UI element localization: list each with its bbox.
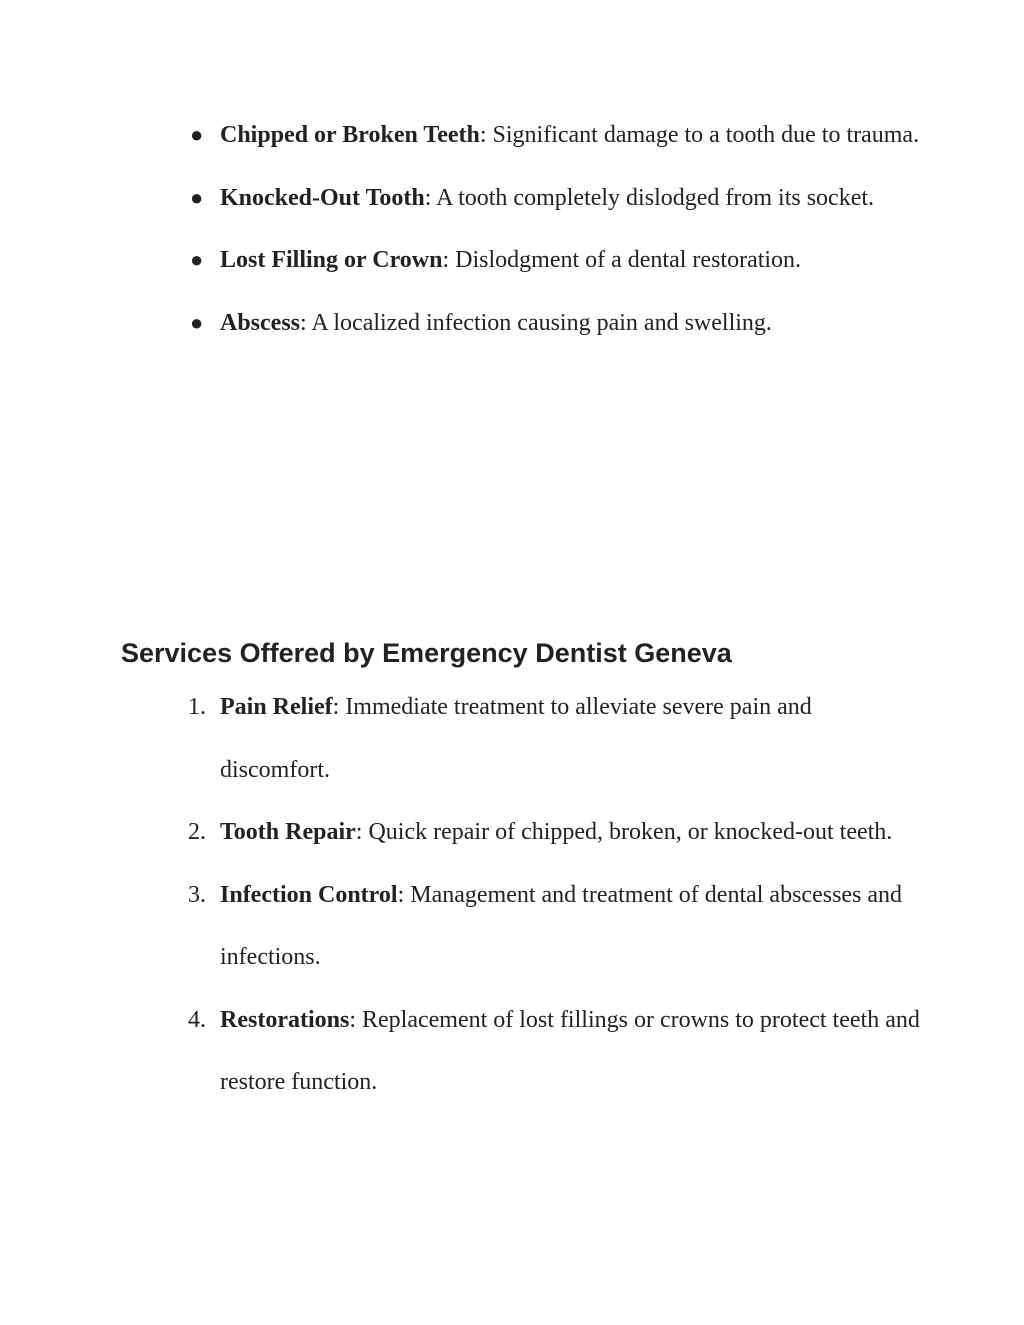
list-item — [0, 104, 920, 167]
item-description: Management and treatment of dental abscesses and infections. — [220, 881, 903, 970]
item-separator: : — [397, 881, 405, 908]
number-marker: 1. — [188, 694, 206, 720]
list-item — [0, 989, 920, 1114]
bullet-marker: ● — [190, 247, 204, 272]
item-term: Infection Control — [220, 881, 398, 908]
list-item — [0, 167, 920, 230]
item-term: Abscess — [220, 309, 301, 336]
list-item — [0, 292, 920, 355]
item-description: Dislodgment of a dental restoration. — [449, 247, 802, 273]
emergency-types-list — [0, 104, 920, 354]
list-item — [0, 676, 920, 801]
list-item — [0, 801, 920, 864]
item-description: A tooth completely dislodged from its socket. — [431, 184, 875, 211]
list-item — [0, 229, 920, 292]
bullet-marker: ● — [190, 122, 204, 147]
list-item — [0, 864, 920, 989]
number-marker: 4. — [188, 1006, 206, 1033]
number-marker: 3. — [188, 881, 206, 908]
item-separator: : — [442, 247, 450, 273]
item-term: Tooth Repair — [220, 819, 356, 845]
bullet-marker: ● — [190, 309, 204, 335]
item-term: Pain Relief — [220, 694, 333, 720]
item-separator: : — [424, 184, 432, 211]
number-marker: 2. — [188, 819, 206, 845]
item-description: Replacement of lost fillings or crowns to protect teeth and restore function. — [220, 1006, 920, 1095]
section-heading: Services Offered by Emergency Dentist Geneva — [121, 638, 732, 668]
item-description: Significant damage to a tooth due to trauma. — [486, 122, 920, 148]
item-separator: : — [355, 819, 363, 845]
item-separator: : — [479, 122, 487, 148]
item-description: Immediate treatment to alleviate severe pain and discomfort. — [220, 694, 812, 783]
item-term: Knocked-Out Tooth — [220, 184, 425, 211]
item-term: Chipped or Broken Teeth — [220, 122, 480, 148]
item-term: Restorations — [220, 1006, 350, 1033]
item-separator: : — [300, 309, 307, 336]
item-separator: : — [332, 694, 340, 720]
services-list — [0, 676, 920, 1114]
item-description: Quick repair of chipped, broken, or knocked-out teeth. — [362, 819, 893, 845]
item-description: A localized infection causing pain and swelling. — [306, 309, 772, 336]
item-term: Lost Filling or Crown — [220, 247, 443, 273]
item-separator: : — [349, 1006, 356, 1033]
bullet-marker: ● — [190, 184, 204, 210]
